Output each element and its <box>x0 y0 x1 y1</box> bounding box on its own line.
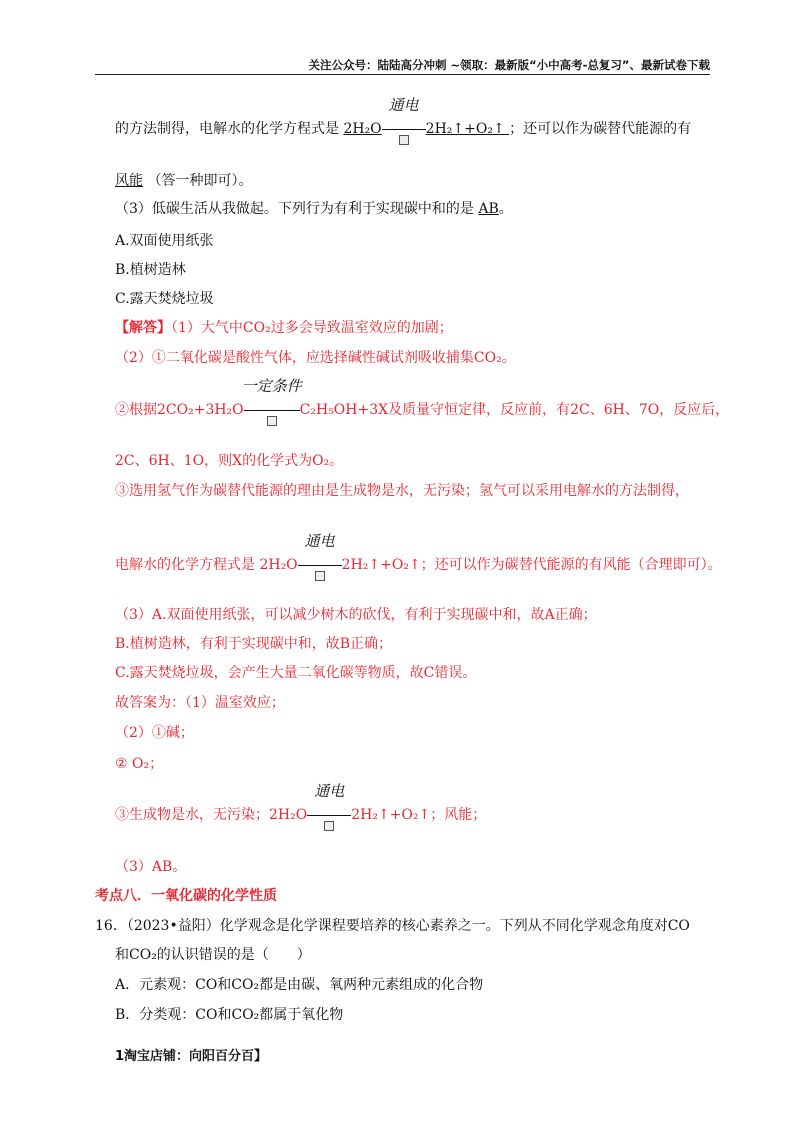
condition-label: 通电 <box>388 96 419 114</box>
text: 2H₂↑+O₂↑；风能； <box>351 807 487 823</box>
equals-line <box>298 565 342 566</box>
answer-tag: 【解答】 <box>115 320 171 336</box>
question-16-line: 16．（2023•益阳）化学观念是化学课程要培养的核心素养之一。下列从不同化学观念角度对CO <box>95 918 690 934</box>
text: ；还可以作为碳替代能源的有 <box>509 121 692 137</box>
text: 2H₂↑+O₂↑；还可以作为碳替代能源的有风能（合理即可）。 <box>341 557 722 573</box>
option-c: C.露天焚烧垃圾 <box>115 291 214 307</box>
answer-blank <box>343 96 509 137</box>
answer-line <box>115 319 453 337</box>
equals-line <box>307 815 351 816</box>
equals-line <box>244 410 300 411</box>
reaction-condition <box>298 532 342 574</box>
answer-line: 故答案为：（1）温室效应； <box>115 695 285 711</box>
text: （1）大气中CO₂过多会导致温室效应的加剧； <box>171 320 453 336</box>
answer-equation-line <box>115 782 487 824</box>
reaction-condition <box>307 782 351 824</box>
answer-line: C.露天焚烧垃圾，会产生大量二氧化碳等物质，故C错误。 <box>115 665 477 681</box>
condition-label: 通电 <box>314 782 345 800</box>
text: 的方法制得，电解水的化学方程式是 <box>115 121 344 137</box>
equals-line <box>382 129 426 130</box>
equation-right: 2H₂↑+O₂↑ <box>425 121 505 137</box>
equation-left: 2H₂O <box>343 121 382 137</box>
answer-line: B.植树造林，有利于实现碳中和，故B正确； <box>115 636 393 652</box>
question-16-line: 和CO₂的认识错误的是（ ） <box>115 947 311 963</box>
question-16-option-a: A．元素观：CO和CO₂都是由碳、氧两种元素组成的化合物 <box>115 977 484 993</box>
placeholder-box-icon <box>315 571 325 581</box>
placeholder-box-icon <box>324 821 334 831</box>
answer-line: （3）A.双面使用纸张，可以减少树木的砍伐，有利于实现碳中和，故A正确； <box>115 607 597 623</box>
question-16-option-b: B．分类观：CO和CO₂都属于氧化物 <box>115 1007 344 1023</box>
text: ③生成物是水，无污染；2H₂O <box>115 807 308 823</box>
answer-line: （2）①碱； <box>115 725 194 741</box>
section-heading: 考点八．一氧化碳的化学性质 <box>95 888 277 904</box>
text: 电解水的化学方程式是 2H₂O <box>115 557 298 573</box>
answer-line: ③选用氢气作为碳替代能源的理由是生成物是水，无污染；氢气可以采用电解水的方法制得， <box>115 483 689 499</box>
text-line <box>115 172 252 190</box>
condition-label: 通电 <box>304 532 335 550</box>
answer-blank: 风能 <box>115 173 143 189</box>
answer-equation-line <box>115 377 730 419</box>
equation-line <box>115 96 692 138</box>
option-a: A.双面使用纸张 <box>115 233 214 249</box>
page-footer: 1淘宝店铺：向阳百分百】 <box>115 1049 268 1064</box>
text: （3）低碳生活从我做起。下列行为有利于实现碳中和的是 <box>115 201 479 217</box>
answer-equation-line <box>115 532 722 574</box>
reaction-condition <box>382 96 426 138</box>
answer-line: ② O₂； <box>115 756 164 772</box>
text: C₂H₅OH+3X及质量守恒定律，反应前，有2C、6H、7O，反应后， <box>299 402 730 418</box>
placeholder-box-icon <box>399 135 409 145</box>
condition-label: 一定条件 <box>241 377 302 395</box>
page-header: 关注公众号：陆陆高分冲刺 ~领取：最新版“小中高考-总复习”、最新试卷下载 <box>95 58 710 75</box>
text: ②根据2CO₂+3H₂O <box>115 402 244 418</box>
text: （答一种即可）。 <box>147 173 253 189</box>
answer-line: （2）①二氧化碳是酸性气体，应选择碱性碱试剂吸收捕集CO₂。 <box>115 350 516 366</box>
answer-blank: AB <box>478 201 499 217</box>
question-line <box>115 200 513 218</box>
option-b: B.植树造林 <box>115 262 186 278</box>
placeholder-box-icon <box>267 416 277 426</box>
answer-line: （3）AB。 <box>115 859 187 875</box>
text: 。 <box>498 201 513 217</box>
reaction-condition <box>241 377 302 419</box>
answer-line: 2C、6H、1O，则X的化学式为O₂。 <box>115 453 344 469</box>
